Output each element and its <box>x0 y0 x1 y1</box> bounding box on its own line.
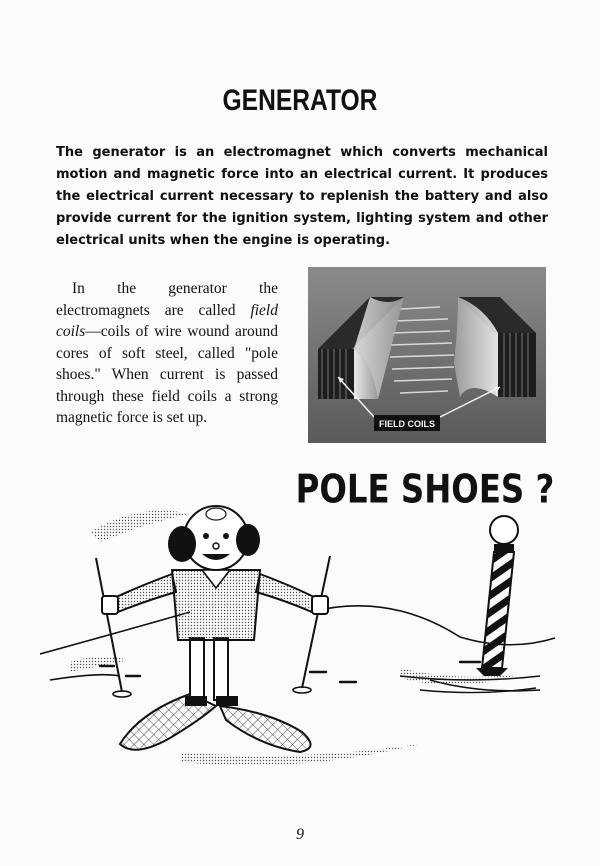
body-text-italic: field coils <box>56 301 278 340</box>
body-paragraph <box>56 278 278 429</box>
body-text-part2: —coils of wire wound around cores of soft steel, called "pole shoes." When current is passed through these field coils a strong magnetic force is set up. <box>56 323 278 426</box>
cartoon-caption: POLE SHOES ? <box>295 465 555 513</box>
field-coils-label: FIELD COILS <box>379 419 435 429</box>
intro-paragraph: The generator is an electromagnet which converts mechanical motion and magnetic force into an electrical current. It produces the electrical current necessary to replenish the battery and also provide current for the ignition system, lighting system and other electrical units when the engine is operating. <box>56 145 548 248</box>
body-text-part1: In the generator the electromagnets are called <box>56 280 278 319</box>
page-number: 9 <box>296 826 304 843</box>
skier-cartoon <box>40 462 560 792</box>
page-title: GENERATOR <box>222 84 378 117</box>
field-coils-photo <box>308 267 546 443</box>
